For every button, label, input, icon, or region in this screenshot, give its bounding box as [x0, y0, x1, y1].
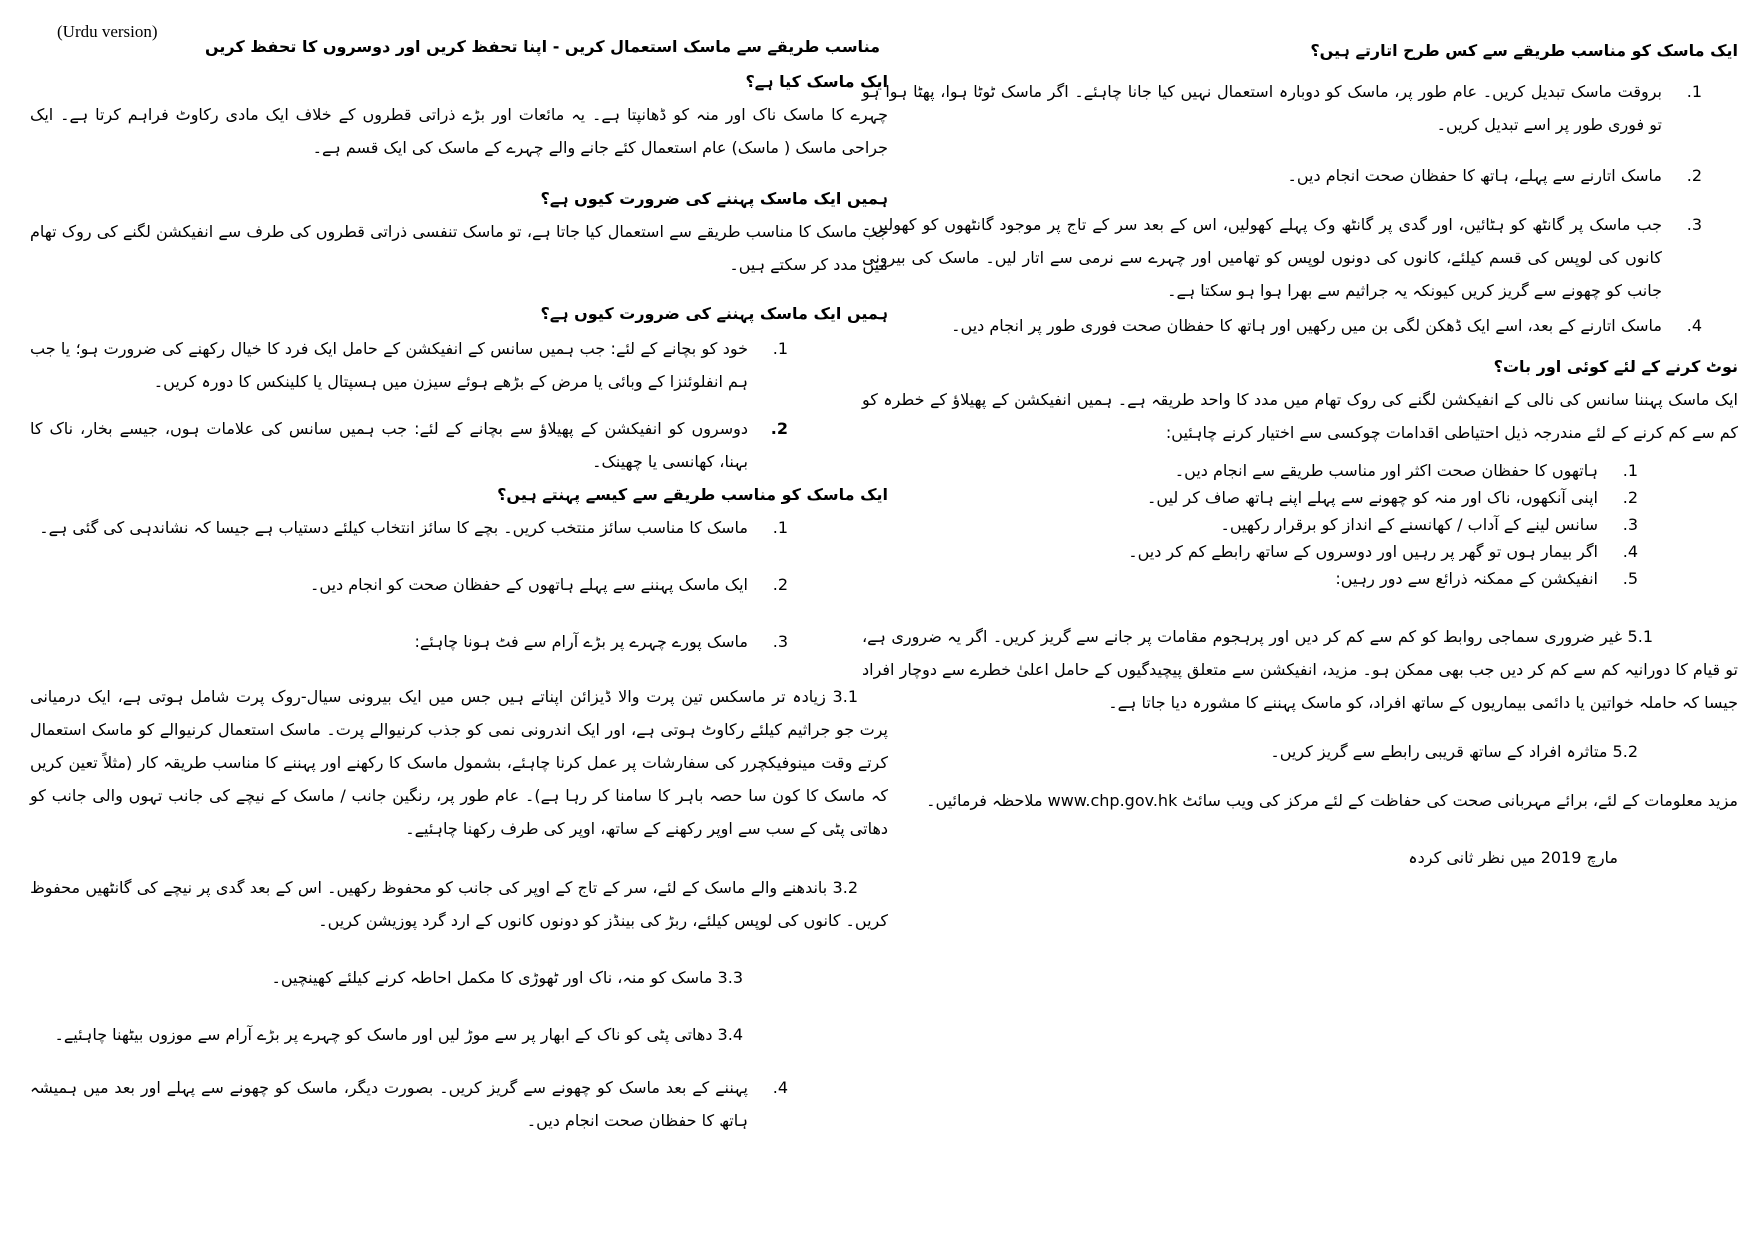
- list-item-number: 1.: [1686, 82, 1702, 101]
- footer-note: مزید معلومات کے لئے، برائے مہربانی صحت کی حفاظت کے لئے مرکز کی ویب سائٹ www.chp.gov.hk ملاحظہ فرمائیں۔: [926, 791, 1738, 810]
- list-item-text: دوسروں کو انفیکشن کے پھیلاؤ سے بچانے کے لئے: جب ہمیں سانس کی علامات ہوں، جیسے بخار، ناک کا بہنا، کھانسی یا چھینک۔: [30, 419, 748, 471]
- list-item: [30, 568, 888, 601]
- list-item: [30, 332, 888, 398]
- language-note: (Urdu version): [57, 22, 158, 41]
- sub-item-3-1: 3.1 زیادہ تر ماسکس تین پرت والا ڈیزائن اپناتے ہیں جس میں ایک بیرونی سیال-روک پرت شامل ہوتی ہے، ایک درمیانی پرت جو جراثیم کیلئے رکاوٹ ہوتی ہے، اور ایک اندرونی نمی کو جذب کرنیوالے پرت۔ ماسک استعمال کرنیوالے کو ماسک استعمال کرتے وقت مینوفیکچرر کی سفارشات پر عمل کرنا چاہئے، بشمول ماسک کا رکھنے اور پہننے کا مناسب طریقہ کار (مثلاً تعین کریں کہ ماسک کا کون سا حصہ باہر کا سامنا کر رہا ہے)۔ عام طور پر، رنگین جانب / ماسک کے نیچے کی جانب تہوں والی جانب کو دھاتی پٹی کے سب سے اوپر رکھنے کے ساتھ، اوپر کی طرف رکھنا چاہئیے۔: [30, 687, 888, 838]
- sub-item-5-2: 5.2 متاثرہ افراد کے ساتھ قریبی رابطے سے گریز کریں۔: [1270, 742, 1638, 761]
- list-item: [862, 208, 1738, 307]
- list-item: [862, 538, 1738, 565]
- precaution-list: [862, 457, 1738, 592]
- list-item-text: ماسک اتارنے سے پہلے، ہاتھ کا حفظان صحت انجام دیں۔: [1287, 166, 1662, 185]
- list-item-number: 4.: [1622, 542, 1638, 561]
- list-item: [862, 309, 1738, 342]
- list-item: [30, 412, 888, 478]
- left-column: [30, 30, 888, 1137]
- list-item-text: ماسک اتارنے کے بعد، اسے ایک ڈھکن لگی بن میں رکھیں اور ہاتھ کا حفظان صحت فوری طور پر انجام دیں۔: [951, 316, 1662, 335]
- list-item-number: 5.: [1622, 569, 1638, 588]
- heading-why-wear-mask: ہمیں ایک ماسک پہننے کی ضرورت کیوں ہے؟: [540, 189, 888, 208]
- list-item-number: 3.: [1622, 515, 1638, 534]
- list-item-text: ایک ماسک پہننے سے پہلے ہاتھوں کے حفظان صحت کو انجام دیں۔: [310, 575, 748, 594]
- list-item-text: سانس لینے کے آداب / کھانسنے کے انداز کو برقرار رکھیں۔: [1220, 515, 1598, 534]
- list-item: [862, 511, 1738, 538]
- sub-item-3-2: 3.2 باندھنے والے ماسک کے لئے، سر کے تاج کے اوپر کی جانب کو محفوظ رکھیں۔ اس کے بعد گدی پر نیچے کی گانٹھیں محفوظ کریں۔ کانوں کی لوپس کیلئے، ربڑ کی بینڈز کو دونوں کانوں کے ارد گرد پوزیشن کریں۔: [30, 878, 888, 930]
- list-item-text: پہننے کے بعد ماسک کو چھونے سے گریز کریں۔ بصورت دیگر، ماسک کو چھونے سے پہلے اور بعد میں ہمیشہ ہاتھ کا حفظان صحت انجام دیں۔: [30, 1078, 748, 1130]
- list-item-text: ماسک کا مناسب سائز منتخب کریں۔ بچے کا سائز انتخاب کیلئے دستیاب ہے جیسا کہ نشاندہی کی گئی ہے۔: [39, 518, 748, 537]
- sub-item-3-3: 3.3 ماسک کو منہ، ناک اور ٹھوڑی کا مکمل احاطہ کرنے کیلئے کھینچیں۔: [271, 968, 743, 987]
- list-item-number: 2.: [1622, 488, 1638, 507]
- list-item-number: 3.: [772, 632, 788, 651]
- list-item-text: جب ماسک پر گانٹھ کو ہٹائیں، اور گدی پر گانٹھ وک پہلے کھولیں، اس کے بعد سر کے تاج پر موجود گانٹھوں کو کھولیں۔ کانوں کی لوپس کی قسم کیلئے، کانوں کی دونوں لوپس کو تھامیں اور چہرے سے نرمی سے اتار لیں۔ ماسک کی بیرونی جانب کو چھونے سے گریز کریں کیونکہ یہ جراثیم سے بھرا ہوا ہو سکتا ہے۔: [862, 215, 1662, 300]
- list-item: [862, 484, 1738, 511]
- heading-what-is-mask: ایک ماسک کیا ہے؟: [745, 72, 888, 91]
- list-item-number: 3.: [1686, 215, 1702, 234]
- list-item-text: خود کو بچانے کے لئے: جب ہمیں سانس کے انفیکشن کے حامل ایک فرد کا خیال رکھنے کی ضرورت ہو؛ یا جب ہم انفلوئنزا کے وبائی یا مرض کے بڑھے ہوئے سیزن میں ہسپتال یا کلینکس کا دورہ کریں۔: [30, 339, 748, 391]
- list-item-text: اگر بیمار ہوں تو گھر پر رہیں اور دوسروں کے ساتھ رابطے کم کر دیں۔: [1128, 542, 1598, 561]
- list-item: [862, 159, 1738, 192]
- list-item: [862, 457, 1738, 484]
- right-column: [862, 34, 1738, 874]
- revision-date: مارچ 2019 میں نظر ثانی کردہ: [1408, 848, 1618, 867]
- document-title: مناسب طریقے سے ماسک استعمال کریں - اپنا تحفظ کریں اور دوسروں کا تحفظ کریں: [205, 37, 880, 56]
- list-item-text: بروقت ماسک تبدیل کریں۔ عام طور پر، ماسک کو دوبارہ استعمال نہیں کیا جانا چاہئے۔ اگر ماسک ٹوٹا ہوا، پھٹا ہوا ہو تو فوری طور پر اسے تبدیل کریں۔: [862, 82, 1662, 134]
- para-why-wear-mask: جب ماسک کا مناسب طریقے سے استعمال کیا جاتا ہے، تو ماسک تنفسی ذراتی قطروں کی طرف سے انفیکشن لگنے کی روک تھام میں مدد کر سکتے ہیں۔: [30, 222, 888, 274]
- list-item-number: 2.: [772, 575, 788, 594]
- heading-when-wear-mask: ہمیں ایک ماسک پہننے کی ضرورت کیوں ہے؟: [540, 304, 888, 323]
- sub-item-5-1: 5.1 غیر ضروری سماجی روابط کو کم سے کم کر دیں اور پرہجوم مقامات پر جانے سے گریز کریں۔ اگر یہ ضروری ہے، تو قیام کا دورانیہ کم سے کم کر دیں جب بھی ممکن ہو۔ مزید، انفیکشن سے متعلق پیچیدگیوں کے حامل اعلیٰ خطرے سے دوچار افراد جیسا کہ حاملہ خواتین یا دائمی بیماریوں کے ساتھ افراد، کو ماسک پہننے کا مشورہ دیا جاتا ہے۔: [862, 627, 1738, 712]
- list-item: [862, 75, 1738, 141]
- list-item-number: 4.: [1686, 316, 1702, 335]
- list-item: [30, 625, 888, 658]
- list-item-text: اپنی آنکھوں، ناک اور منہ کو چھونے سے پہلے اپنے ہاتھ صاف کر لیں۔: [1147, 488, 1598, 507]
- sub-item-3-4: 3.4 دھاتی پٹی کو ناک کے ابھار پر سے موڑ لیں اور ماسک کو چہرے پر بڑے آرام سے موزوں بیٹھنا چاہئیے۔: [54, 1025, 743, 1044]
- heading-anything-else: نوٹ کرنے کے لئے کوئی اور بات؟: [1493, 357, 1738, 376]
- list-item: [30, 1071, 888, 1137]
- heading-how-remove-mask: ایک ماسک کو مناسب طریقے سے کس طرح اتارتے ہیں؟: [1310, 41, 1738, 60]
- heading-how-wear-mask: ایک ماسک کو مناسب طریقے سے کیسے پہنتے ہیں؟: [497, 485, 888, 504]
- list-item: [862, 565, 1738, 592]
- list-item-text: انفیکشن کے ممکنہ ذرائع سے دور رہیں:: [1335, 569, 1598, 588]
- para-what-is-mask: چہرے کا ماسک ناک اور منہ کو ڈھانپتا ہے۔ یہ مائعات اور بڑے ذراتی قطروں کے خلاف ایک مادی رکاوٹ فراہم کرتا ہے۔ ایک جراحی ماسک ( ماسک) عام استعمال کئے جانے والے چہرے کے ماسک کی ایک قسم ہے۔: [30, 105, 889, 157]
- list-item-text: ہاتھوں کا حفظان صحت اکثر اور مناسب طریقے سے انجام دیں۔: [1174, 461, 1598, 480]
- para-anything-else: ایک ماسک پہننا سانس کی نالی کے انفیکشن لگنے کی روک تھام میں مدد کا واحد طریقہ ہے۔ ہمیں انفیکشن کے پھیلاؤ کے خطرہ کو کم سے کم کرنے کے لئے مندرجہ ذیل احتیاطی اقدامات چوکسی سے اختیار کرنے چاہئیں:: [862, 390, 1738, 442]
- list-item-number: 2.: [770, 419, 788, 438]
- list-item-text: ماسک پورے چہرے پر بڑے آرام سے فٹ ہونا چاہئے:: [414, 632, 748, 651]
- list-item-number: 2.: [1686, 166, 1702, 185]
- list-item-number: 4.: [772, 1078, 788, 1097]
- list-item: [30, 511, 888, 544]
- list-item-number: 1.: [1622, 461, 1638, 480]
- list-item-number: 1.: [772, 339, 788, 358]
- list-item-number: 1.: [772, 518, 788, 537]
